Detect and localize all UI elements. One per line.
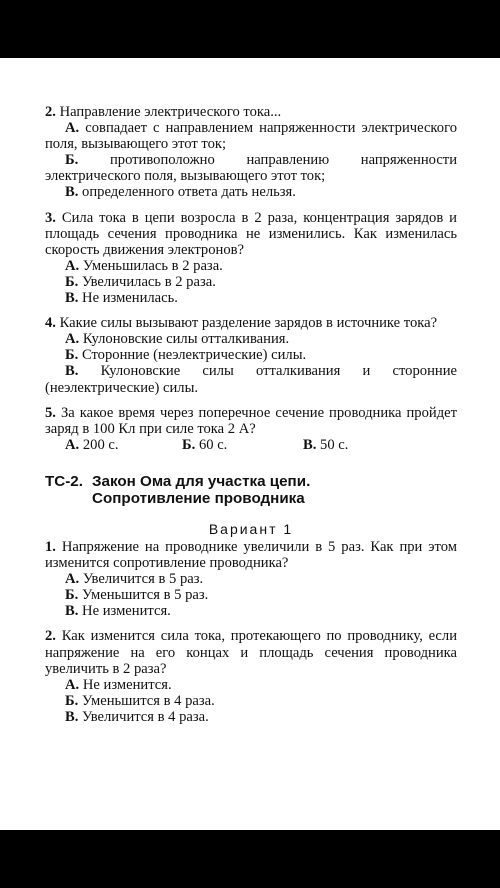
question-text: Какие силы вызывают разделение зарядов в источнике тока?	[55, 315, 438, 332]
question-number: 2.	[45, 628, 56, 645]
answer-option-c: В. определенного ответа дать нельзя.	[65, 184, 296, 201]
question-number: 1.	[45, 538, 56, 555]
question-text: За какое время через поперечное сечение проводника пройдет заряд в 100 Кл при силе тока 2 А?	[45, 404, 457, 437]
question-text: Направление электрического тока...	[55, 104, 282, 120]
answer-option-c: В. Не изменилась.	[65, 290, 178, 307]
answer-option-a: А. Кулоновские силы отталкивания.	[65, 331, 290, 348]
answer-option-b: Б. противоположно направлению напряженности электрического поля, вызывающего этот ток;	[45, 152, 457, 185]
answer-options-row	[65, 437, 457, 453]
section-title-line-1: Закон Ома для участка цепи.	[92, 472, 311, 490]
variant-question-2	[45, 628, 457, 725]
question-2	[45, 104, 457, 201]
answer-option-b: Б. Сторонние (неэлектрические) силы.	[65, 347, 307, 364]
section-code: ТС-2.	[45, 472, 83, 490]
question-number: 2.	[45, 104, 56, 120]
section-title-line-2: Сопротивление проводника	[92, 489, 305, 507]
answer-option-a: А. Уменьшилась в 2 раза.	[65, 257, 223, 274]
answer-option-c: В. Увеличится в 4 раза.	[65, 708, 209, 725]
question-text: Как изменится сила тока, протекающего по проводнику, если напряжение на его концах и площадь сечения проводника увеличить в 2 раза?	[45, 628, 457, 677]
variant-label: Вариант 1	[208, 520, 294, 537]
question-number: 3.	[45, 209, 56, 226]
page-content	[45, 104, 457, 734]
answer-option-c: В. Не изменится.	[65, 603, 171, 620]
question-5	[45, 405, 457, 453]
question-3	[45, 210, 457, 307]
answer-option-a: А. 200 с.	[65, 436, 119, 453]
question-text: Напряжение на проводнике увеличили в 5 раз. Как при этом изменится сопротивление проводника?	[45, 538, 457, 572]
answer-option-a: А. Увеличится в 5 раз.	[65, 571, 204, 588]
answer-option-a: А. совпадает с направлением напряженности электрического поля, вызывающего этот ток;	[45, 120, 457, 153]
answer-option-b: Б. 60 с.	[182, 436, 228, 453]
answer-option-b: Б. Уменьшится в 5 раз.	[65, 587, 209, 604]
document-page	[0, 58, 500, 830]
answer-option-b: Б. Уменьшится в 4 раза.	[65, 692, 215, 709]
section-heading	[45, 473, 457, 507]
answer-option-a: А. Не изменится.	[65, 676, 172, 693]
question-number: 5.	[45, 404, 56, 421]
answer-option-c: В. Кулоновские силы отталкивания и сторонние (неэлектрические) силы.	[45, 363, 457, 396]
answer-option-b: Б. Увеличилась в 2 раза.	[65, 273, 216, 290]
question-number: 4.	[45, 315, 56, 332]
question-4	[45, 315, 457, 395]
question-text: Сила тока в цепи возросла в 2 раза, концентрация зарядов и площадь сечения проводника не изменились. Как изменилась скорость движения электронов?	[45, 209, 457, 258]
variant-question-1	[45, 539, 457, 619]
answer-option-c: В. 50 с.	[303, 436, 349, 453]
